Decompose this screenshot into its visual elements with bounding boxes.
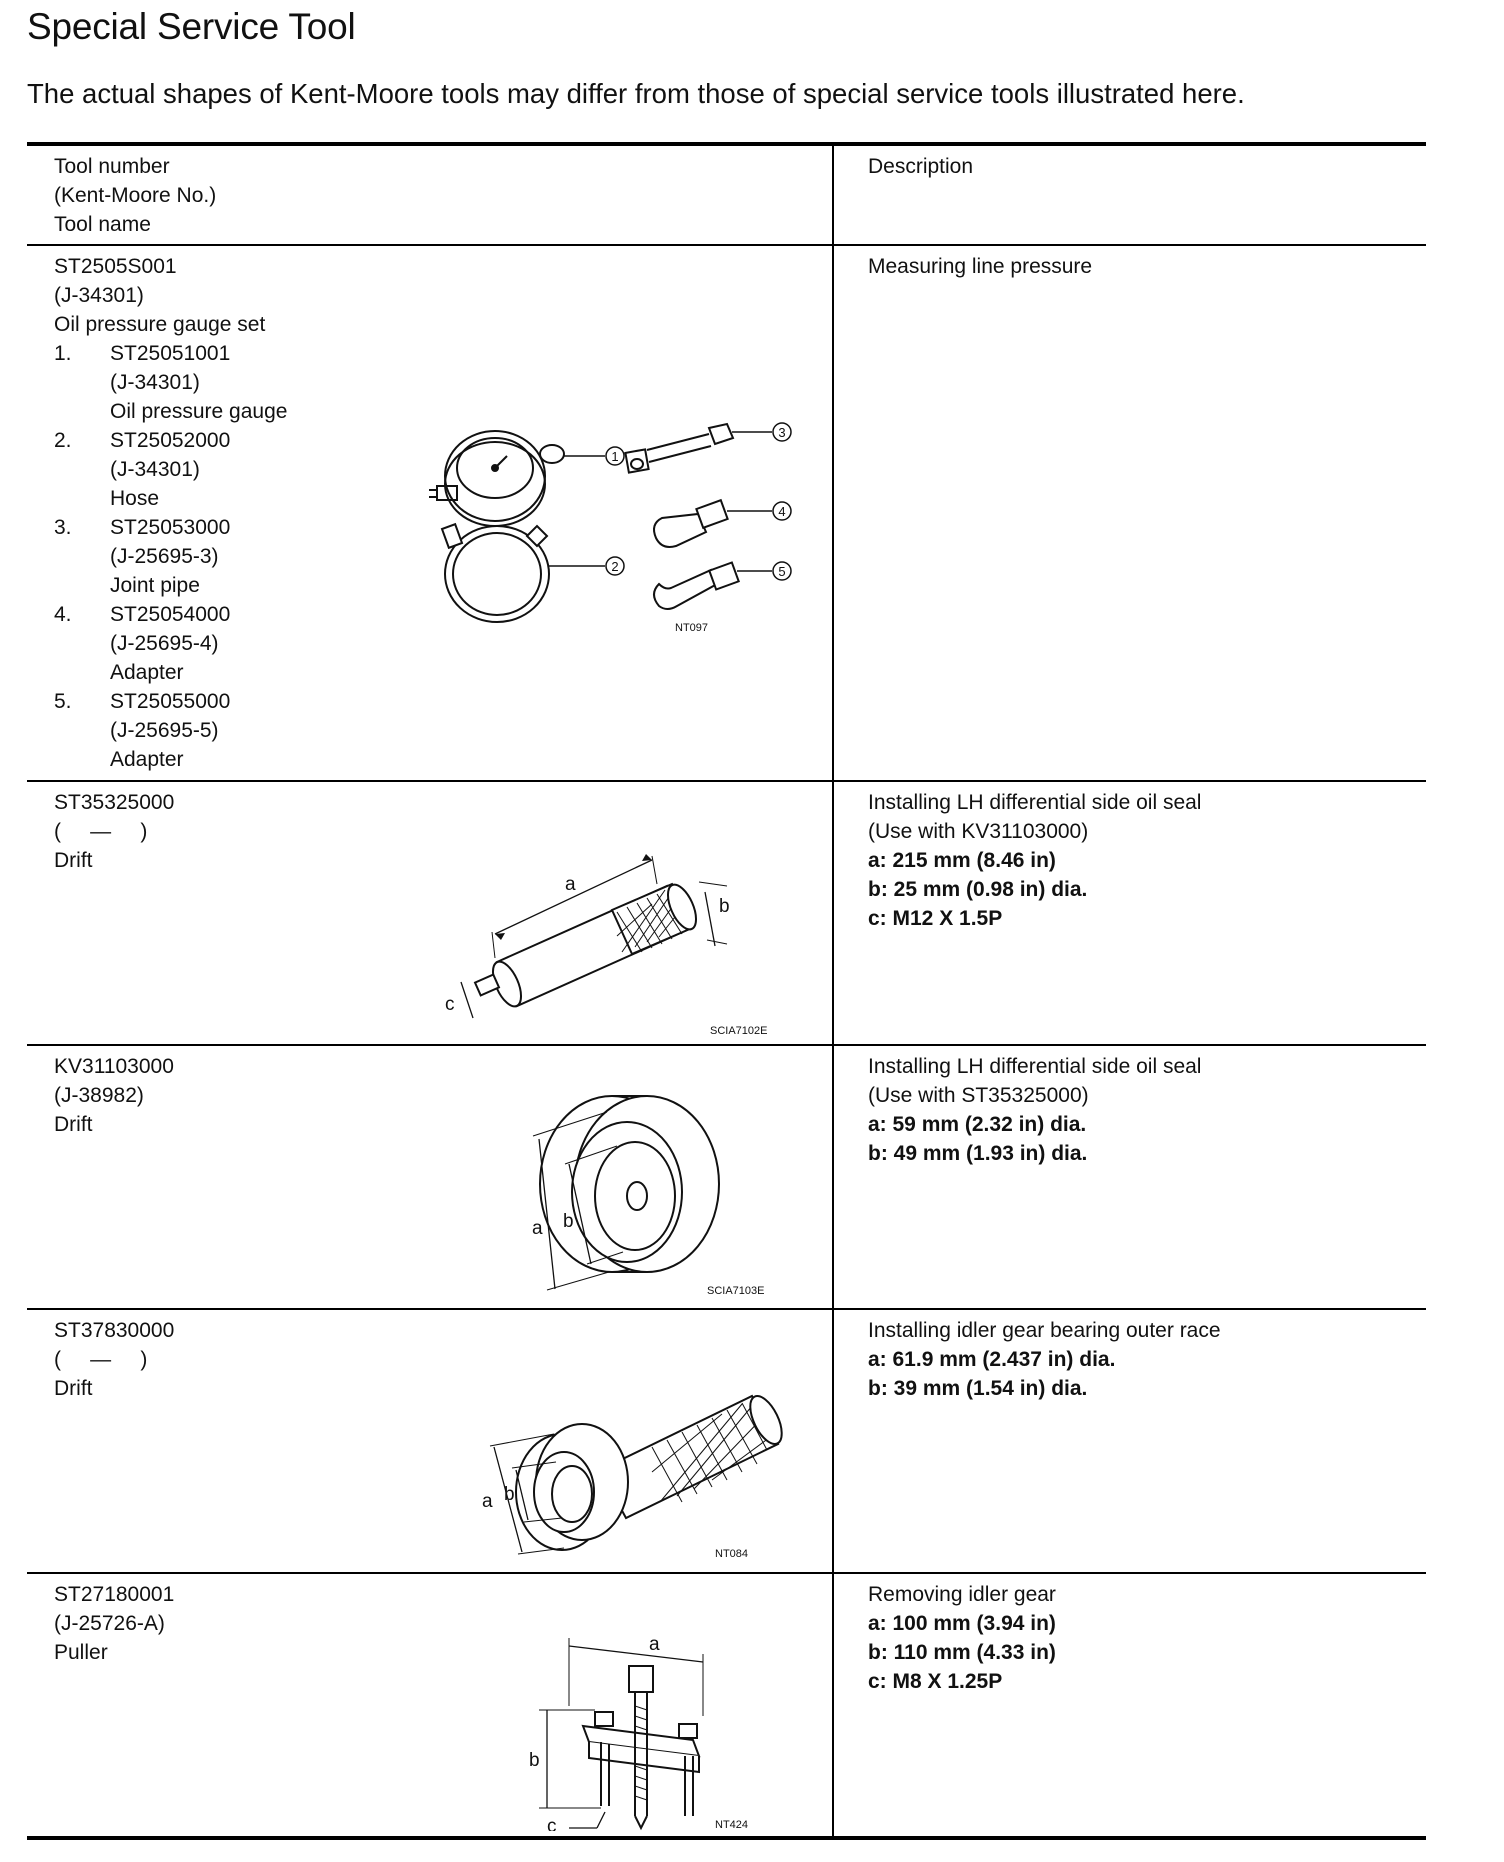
dim-label-c: c — [445, 994, 455, 1015]
tool-table — [27, 142, 1426, 1840]
part-kent-moore: (J-25695-3) — [110, 545, 219, 568]
description-text: Installing LH differential side oil seal — [868, 1055, 1202, 1078]
spec-a: a: 215 mm (8.46 in) — [868, 849, 1056, 872]
dim-label-b: b — [563, 1211, 574, 1232]
part-name: Adapter — [110, 661, 184, 684]
dim-label-a: a — [532, 1218, 543, 1239]
part-name: Joint pipe — [110, 574, 200, 597]
drift-kv31103000-illustration — [497, 1084, 807, 1299]
part-kent-moore: (J-25695-4) — [110, 632, 219, 655]
kent-moore-number: ( — ) — [54, 1348, 148, 1371]
spec-b: b: 39 mm (1.54 in) dia. — [868, 1377, 1088, 1400]
part-number: ST25051001 — [110, 342, 231, 365]
callout-5: 5 — [778, 564, 786, 579]
tool-number: ST37830000 — [54, 1319, 175, 1342]
figure-code: SCIA7103E — [707, 1285, 765, 1297]
header-col-description — [834, 146, 1426, 244]
dim-label-c: c — [547, 1816, 557, 1831]
description-cell — [834, 782, 1426, 1044]
part-kent-moore: (J-34301) — [110, 371, 200, 394]
spec-c: c: M12 X 1.5P — [868, 907, 1003, 930]
spec-b: b: 49 mm (1.93 in) dia. — [868, 1142, 1088, 1165]
header-col-tool — [27, 146, 834, 244]
description-text: Measuring line pressure — [868, 255, 1093, 278]
tool-name: Drift — [54, 1113, 93, 1136]
callout-3: 3 — [778, 425, 786, 440]
list-item — [54, 339, 287, 426]
description-cell — [834, 1310, 1426, 1572]
drift-st37830000-illustration — [482, 1352, 792, 1564]
callout-1: 1 — [611, 449, 619, 464]
page-title: Special Service Tool — [27, 6, 356, 47]
part-num: 5. — [54, 690, 72, 713]
header-tool-number: Tool number — [54, 155, 170, 178]
tool-name: Drift — [54, 1377, 93, 1400]
dim-label-a: a — [649, 1634, 660, 1655]
figure-code: NT084 — [715, 1548, 749, 1560]
oil-pressure-gauge-set-illustration — [427, 406, 817, 646]
description-text: Removing idler gear — [868, 1583, 1056, 1606]
list-item — [54, 600, 287, 687]
part-num: 4. — [54, 603, 72, 626]
description-text: Installing LH differential side oil seal — [868, 791, 1202, 814]
dim-label-b: b — [529, 1750, 540, 1771]
kent-moore-number: ( — ) — [54, 820, 148, 843]
callout-4: 4 — [778, 504, 786, 519]
part-name: Oil pressure gauge — [110, 400, 288, 423]
tool-number: ST35325000 — [54, 791, 175, 814]
description-cell — [834, 246, 1426, 780]
part-num: 2. — [54, 429, 72, 452]
intro-note: The actual shapes of Kent-Moore tools may differ from those of special service tools illustrated here. — [27, 78, 1245, 109]
part-kent-moore: (J-34301) — [110, 458, 200, 481]
part-number: ST25053000 — [110, 516, 231, 539]
tool-name: Drift — [54, 849, 93, 872]
tool-name: Oil pressure gauge set — [54, 313, 266, 336]
tool-number: KV31103000 — [54, 1055, 174, 1078]
table-row-kv31103000 — [27, 1046, 1426, 1310]
description-text: Installing idler gear bearing outer race — [868, 1319, 1221, 1342]
kent-moore-number: (J-34301) — [54, 284, 144, 307]
spec-c: c: M8 X 1.25P — [868, 1670, 1003, 1693]
description-cell — [834, 1574, 1426, 1836]
header-kent-moore: (Kent-Moore No.) — [54, 184, 217, 207]
part-name: Adapter — [110, 748, 184, 771]
part-kent-moore: (J-25695-5) — [110, 719, 219, 742]
puller-illustration — [507, 1606, 797, 1831]
table-row-st27180001 — [27, 1574, 1426, 1836]
list-item — [54, 513, 287, 600]
tool-cell — [27, 782, 834, 1044]
figure-code: NT424 — [715, 1819, 749, 1831]
tool-cell — [27, 1046, 834, 1308]
tool-cell — [27, 1574, 834, 1836]
dim-label-a: a — [565, 874, 576, 895]
table-row-oil-pressure-gauge-set — [27, 246, 1426, 782]
table-row-st37830000 — [27, 1310, 1426, 1574]
spec-a: a: 100 mm (3.94 in) — [868, 1612, 1056, 1635]
spec-b: b: 110 mm (4.33 in) — [868, 1641, 1056, 1664]
tool-number: ST2505S001 — [54, 255, 177, 278]
part-number: ST25055000 — [110, 690, 231, 713]
part-num: 1. — [54, 342, 72, 365]
tool-cell — [27, 246, 834, 780]
part-num: 3. — [54, 516, 72, 539]
kent-moore-number: (J-38982) — [54, 1084, 144, 1107]
description-cell — [834, 1046, 1426, 1308]
tool-cell — [27, 1310, 834, 1572]
part-number: ST25054000 — [110, 603, 231, 626]
kent-moore-number: (J-25726-A) — [54, 1612, 165, 1635]
tool-number: ST27180001 — [54, 1583, 175, 1606]
list-item — [54, 687, 287, 774]
description-text: (Use with KV31103000) — [868, 820, 1089, 843]
part-name: Hose — [110, 487, 160, 510]
description-text: (Use with ST35325000) — [868, 1084, 1089, 1107]
header-description: Description — [868, 155, 974, 178]
part-number: ST25052000 — [110, 429, 231, 452]
spec-a: a: 59 mm (2.32 in) dia. — [868, 1113, 1087, 1136]
parts-list — [54, 339, 287, 774]
dim-label-a: a — [482, 1491, 493, 1512]
dim-label-b: b — [719, 896, 730, 917]
callout-2: 2 — [611, 559, 619, 574]
spec-b: b: 25 mm (0.98 in) dia. — [868, 878, 1088, 901]
dim-label-b: b — [504, 1484, 515, 1505]
figure-code: SCIA7102E — [710, 1025, 768, 1037]
table-header — [27, 146, 1426, 246]
tool-name: Puller — [54, 1641, 108, 1664]
header-tool-name: Tool name — [54, 213, 151, 236]
drift-st35325000-illustration — [437, 812, 797, 1037]
list-item — [54, 426, 287, 513]
table-row-st35325000 — [27, 782, 1426, 1046]
figure-code: NT097 — [675, 622, 709, 634]
spec-a: a: 61.9 mm (2.437 in) dia. — [868, 1348, 1116, 1371]
